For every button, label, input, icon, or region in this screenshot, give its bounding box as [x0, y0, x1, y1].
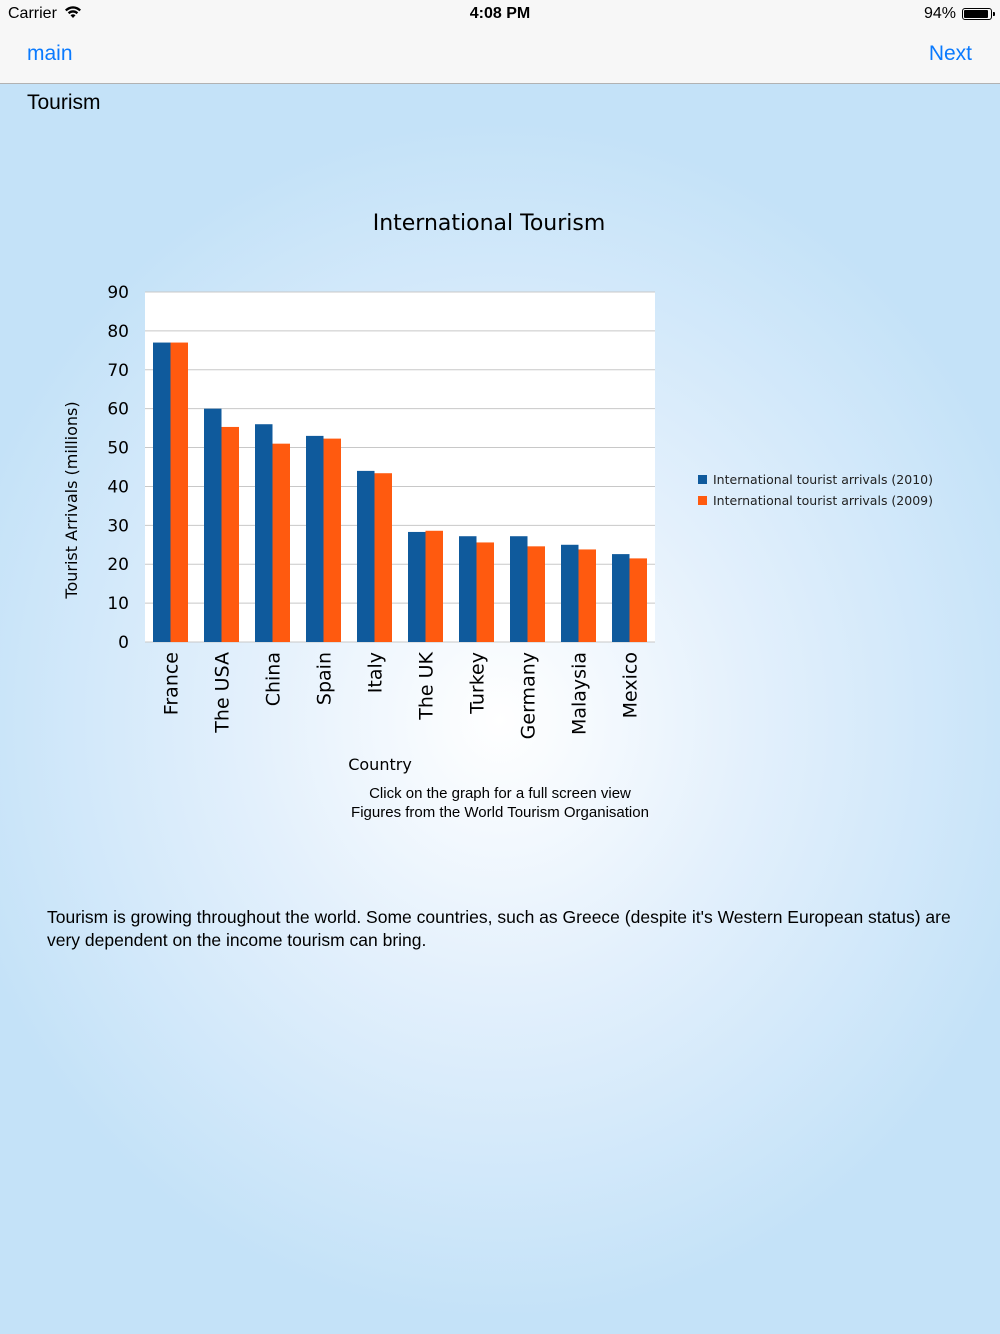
- tourism-chart[interactable]: [0, 190, 1000, 790]
- battery-icon: [962, 8, 992, 20]
- y-axis-label: Tourist Arrivals (millions): [62, 401, 81, 599]
- y-tick-label: 70: [107, 360, 129, 381]
- bar: [426, 531, 444, 642]
- x-tick-label: China: [262, 652, 285, 707]
- bar: [477, 542, 495, 642]
- bar: [204, 409, 222, 642]
- y-tick-label: 40: [107, 477, 129, 498]
- status-bar: [0, 0, 1000, 28]
- bar: [510, 536, 528, 642]
- bar: [579, 549, 597, 642]
- y-tick-label: 30: [107, 516, 129, 537]
- y-tick-label: 60: [107, 399, 129, 420]
- x-tick-label: Italy: [364, 652, 387, 694]
- x-tick-label: Malaysia: [568, 652, 591, 736]
- x-tick-label: Mexico: [619, 652, 642, 719]
- x-tick-label: The UK: [415, 652, 438, 720]
- y-tick-label: 20: [107, 555, 129, 576]
- y-tick-label: 80: [107, 321, 129, 342]
- bar: [255, 424, 273, 642]
- bar: [459, 536, 477, 642]
- legend-label: International tourist arrivals (2009): [713, 493, 933, 508]
- x-tick-label: Germany: [517, 652, 540, 740]
- legend-label: International tourist arrivals (2010): [713, 472, 933, 487]
- clock-time: 4:08 PM: [469, 5, 531, 22]
- bar: [375, 473, 393, 642]
- chart-legend: [698, 472, 933, 508]
- y-tick-label: 50: [107, 438, 129, 459]
- chart-svg: [0, 190, 1000, 790]
- bar: [357, 471, 375, 642]
- y-tick-label: 90: [107, 283, 129, 303]
- chart-title: International Tourism: [372, 211, 606, 236]
- next-button[interactable]: Next: [928, 42, 972, 65]
- x-tick-label: The USA: [211, 652, 234, 733]
- x-tick-label: Spain: [313, 652, 336, 706]
- navigation-bar: [0, 28, 1000, 84]
- bar: [306, 436, 324, 642]
- bar: [171, 343, 189, 642]
- x-axis-label: Country: [348, 755, 412, 774]
- bar: [408, 532, 426, 642]
- bar: [273, 444, 291, 642]
- bar: [324, 439, 342, 642]
- back-button-main[interactable]: main: [27, 42, 73, 65]
- carrier-label: Carrier: [8, 5, 57, 22]
- bar: [222, 427, 240, 642]
- battery-percent: 94%: [923, 5, 956, 22]
- legend-swatch: [698, 475, 707, 484]
- caption-source: Figures from the World Tourism Organisation: [351, 804, 649, 821]
- chart-caption: [0, 784, 1000, 822]
- x-tick-label: Turkey: [466, 652, 489, 714]
- body-paragraph: Tourism is growing throughout the world. Some countries, such as Greece (despite it's Western European status) are very dependent on the income tourism can bring.: [47, 907, 951, 950]
- bar: [612, 554, 630, 642]
- caption-fullscreen-hint: Click on the graph for a full screen view: [369, 785, 631, 802]
- bar: [630, 558, 648, 642]
- x-tick-label: France: [160, 652, 183, 716]
- bar: [561, 545, 579, 642]
- legend-swatch: [698, 496, 707, 505]
- y-tick-label: 10: [107, 594, 129, 615]
- y-tick-label: 0: [118, 633, 129, 653]
- battery-fill: [964, 10, 988, 18]
- bar: [153, 343, 171, 642]
- bar: [528, 546, 546, 642]
- page-title: Tourism: [27, 91, 101, 114]
